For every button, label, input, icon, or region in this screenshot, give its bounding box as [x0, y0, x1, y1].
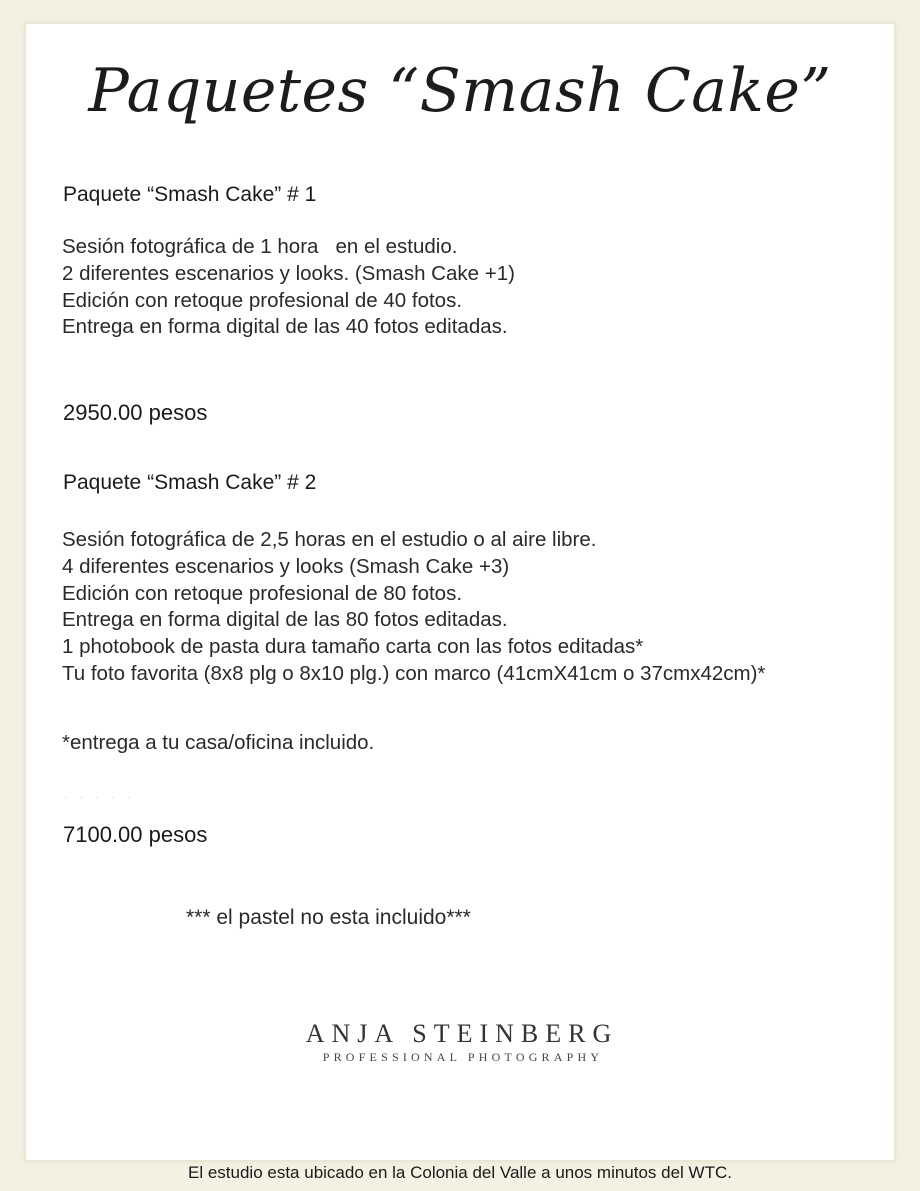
package-2-title: Paquete “Smash Cake” # 2 — [63, 471, 317, 494]
package-1-description — [62, 234, 515, 341]
package-2-line: Entrega en forma digital de las 80 fotos editadas. — [62, 608, 508, 632]
footer-location: El estudio esta ubicado en la Colonia del Valle a unos minutos del WTC. — [188, 1163, 732, 1182]
package-1-price: 2950.00 pesos — [63, 400, 208, 425]
package-1-line: Entrega en forma digital de las 40 fotos editadas. — [62, 315, 508, 339]
package-2-line: Tu foto favorita (8x8 plg o 8x10 plg.) con marco (41cmX41cm o 37cmx42cm)* — [62, 661, 766, 685]
package-2-description — [62, 527, 765, 688]
package-1-line: 2 diferentes escenarios y looks. (Smash Cake +1) — [62, 261, 515, 285]
logo-name: ANJA STEINBERG — [305, 1019, 619, 1048]
package-2-line: 4 diferentes escenarios y looks (Smash Cake +3) — [62, 554, 510, 578]
package-1-title: Paquete “Smash Cake” # 1 — [63, 183, 317, 206]
cake-not-included-note: *** el pastel no esta incluido*** — [186, 906, 471, 929]
package-2-note — [62, 730, 374, 757]
package-2-line: Edición con retoque profesional de 80 fotos. — [62, 581, 463, 605]
package-1-line: Sesión fotográfica de 1 hora en el estudio. — [62, 235, 458, 258]
package-2-line: Sesión fotográfica de 2,5 horas en el estudio o al aire libre. — [62, 528, 597, 551]
studio-logo — [0, 1019, 920, 1065]
delivery-note: *entrega a tu casa/oficina incluido. — [62, 731, 375, 754]
package-2-line: 1 photobook de pasta dura tamaño carta con las fotos editadas* — [62, 635, 644, 659]
page-title: Paquetes “Smash Cake” — [88, 56, 832, 126]
package-1-line: Edición con retoque profesional de 40 fotos. — [62, 288, 463, 312]
logo-subtitle: PROFESSIONAL PHOTOGRAPHY — [322, 1050, 604, 1064]
package-2-price: 7100.00 pesos — [63, 822, 208, 847]
faded-artifact: · · · · · — [63, 789, 135, 806]
